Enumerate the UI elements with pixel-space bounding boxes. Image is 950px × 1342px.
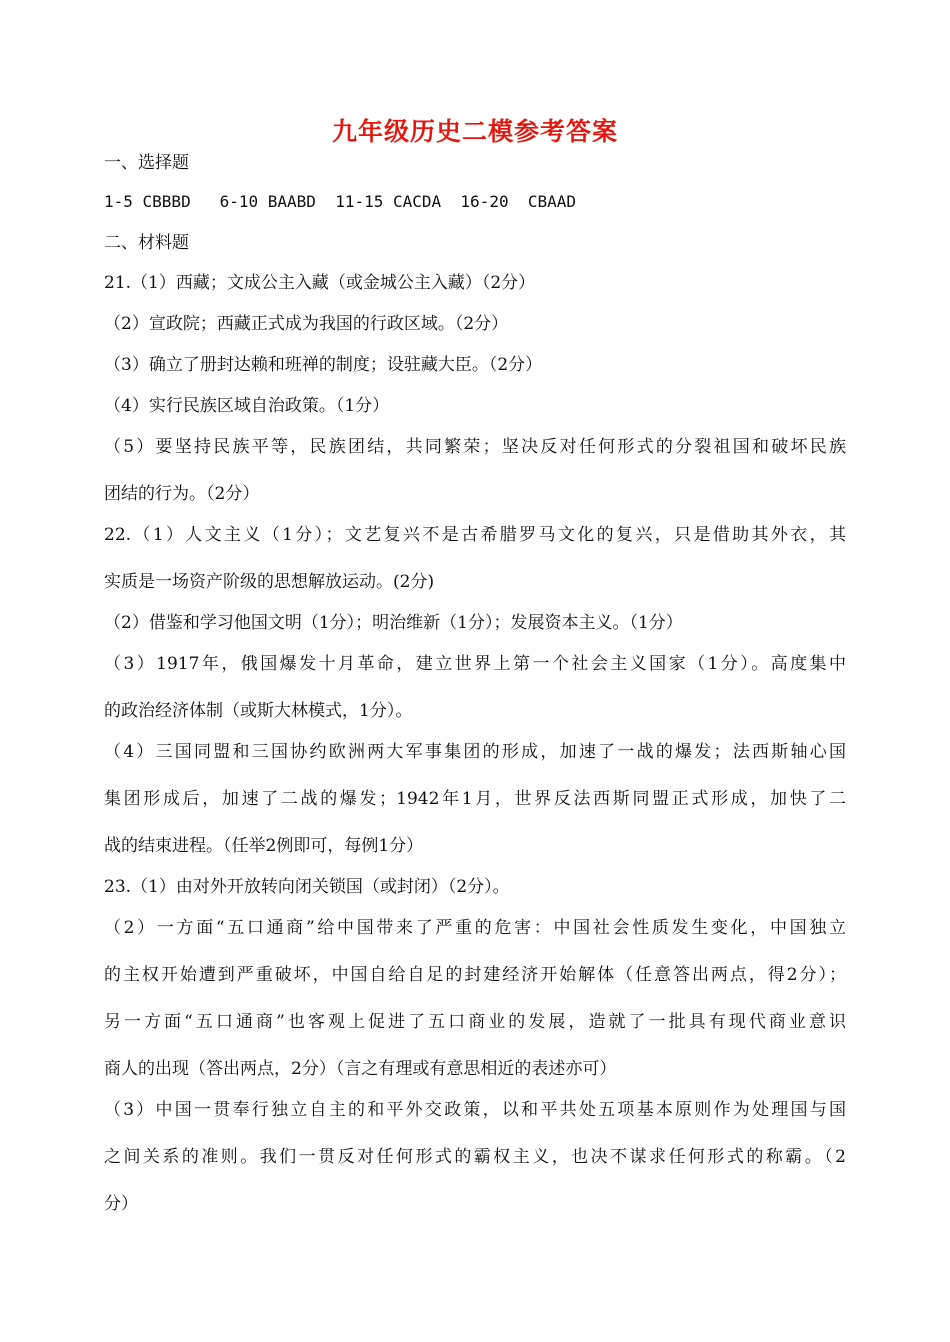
- text-line: 22.（1）人文主义（1分）；文艺复兴不是古希腊罗马文化的复兴，只是借助其外衣，其: [104, 525, 846, 545]
- text-line: 21.（1）西藏；文成公主入藏（或金城公主入藏）（2分）: [104, 273, 536, 293]
- text-line: 1-5 CBBBD 6-10 BAABD 11-15 CACDA 16-20 CBAAD: [104, 192, 577, 211]
- text-line: 集团形成后，加速了二战的爆发；1942年1月，世界反法西斯同盟正式形成，加快了二: [104, 789, 846, 809]
- text-line: 一、选择题: [104, 153, 189, 173]
- text-line: （4）实行民族区域自治政策。（1分）: [104, 396, 390, 416]
- text-line: 的政治经济体制（或斯大林模式，1分）。: [104, 701, 413, 721]
- text-line: 实质是一场资产阶级的思想解放运动。(2分): [104, 572, 435, 592]
- text-line: 分）: [104, 1194, 138, 1214]
- text-line: （4）三国同盟和三国协约欧洲两大军事集团的形成，加速了一战的爆发；法西斯轴心国: [104, 742, 846, 762]
- text-line: 商人的出现（答出两点，2分）（言之有理或有意思相近的表述亦可）: [104, 1059, 617, 1079]
- text-line: （2）一方面“五口通商”给中国带来了严重的危害：中国社会性质发生变化，中国独立: [104, 918, 846, 938]
- text-line: （2）宣政院；西藏正式成为我国的行政区域。（2分）: [104, 314, 509, 334]
- text-line: 另一方面“五口通商”也客观上促进了五口商业的发展，造就了一批具有现代商业意识: [104, 1012, 846, 1032]
- page-title: 九年级历史二模参考答案: [331, 117, 618, 146]
- text-line: 团结的行为。（2分）: [104, 484, 260, 504]
- text-line: （2）借鉴和学习他国文明（1分）；明治维新（1分）；发展资本主义。（1分）: [104, 613, 683, 633]
- text-line: 的主权开始遭到严重破坏，中国自给自足的封建经济开始解体（任意答出两点，得2分）；: [104, 965, 846, 985]
- text-line: 之间关系的准则。我们一贯反对任何形式的霸权主义，也决不谋求任何形式的称霸。（2: [104, 1147, 846, 1167]
- text-line: 23.（1）由对外开放转向闭关锁国（或封闭）（2分）。: [104, 877, 510, 897]
- text-line: 战的结束进程。（任举2例即可，每例1分）: [104, 836, 424, 856]
- text-line: （3）中国一贯奉行独立自主的和平外交政策，以和平共处五项基本原则作为处理国与国: [104, 1100, 846, 1120]
- text-line: （3）确立了册封达赖和班禅的制度；设驻藏大臣。（2分）: [104, 355, 543, 375]
- text-line: （5）要坚持民族平等，民族团结，共同繁荣；坚决反对任何形式的分裂祖国和破坏民族: [104, 437, 846, 457]
- text-line: 二、材料题: [104, 233, 189, 253]
- text-line: （3）1917年，俄国爆发十月革命，建立世界上第一个社会主义国家（1分）。高度集中: [104, 654, 846, 674]
